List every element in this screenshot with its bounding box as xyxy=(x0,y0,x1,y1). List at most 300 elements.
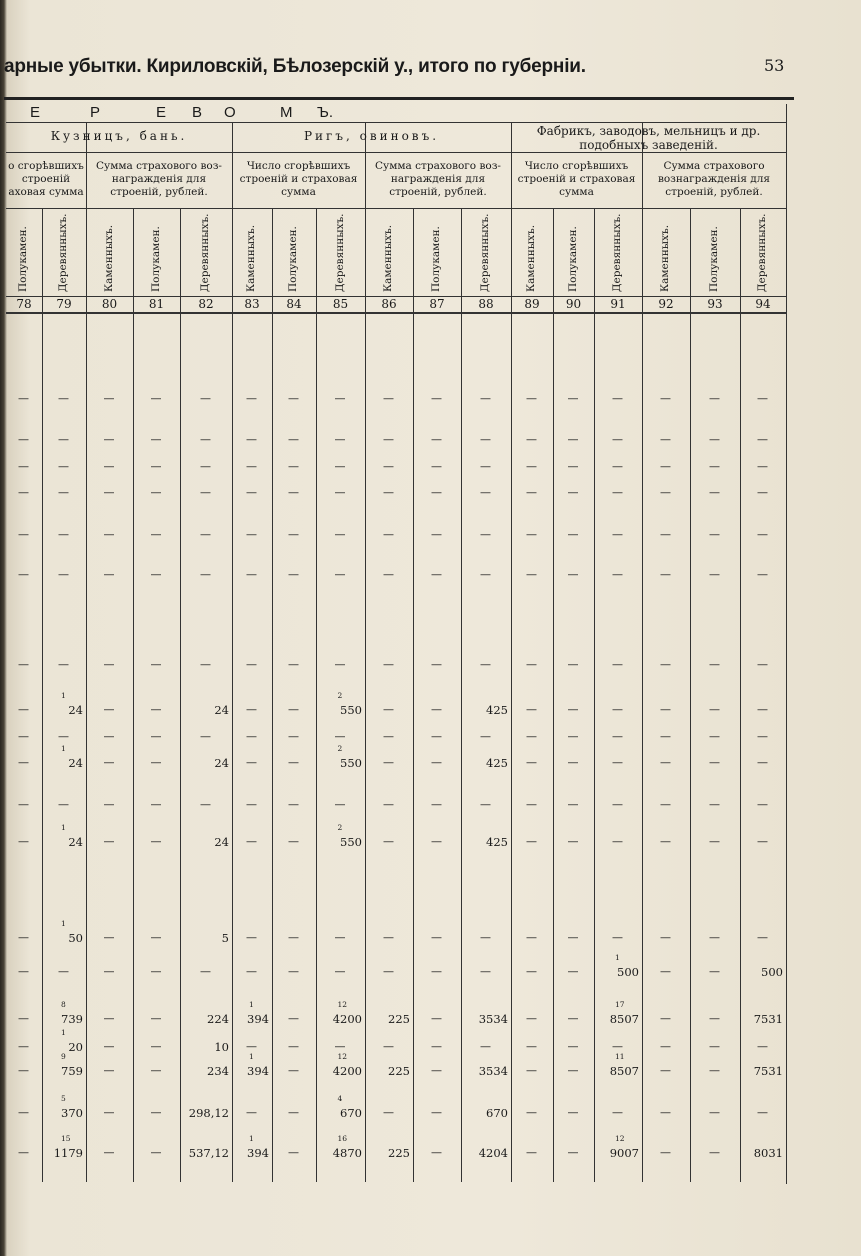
empty-dash: — xyxy=(18,433,29,446)
empty-dash: — xyxy=(431,931,442,944)
empty-dash: — xyxy=(18,703,29,716)
empty-dash: — xyxy=(526,730,537,743)
rule-line xyxy=(6,152,786,153)
empty-dash: — xyxy=(709,965,720,978)
empty-dash: — xyxy=(612,931,623,944)
empty-dash: — xyxy=(383,528,394,541)
empty-dash: — xyxy=(150,835,162,848)
empty-dash: — xyxy=(567,568,579,581)
band-letter: В xyxy=(192,104,203,121)
empty-dash: — xyxy=(150,1146,162,1159)
column-type-label: Полукамен. xyxy=(287,226,299,292)
table-cell: 8507 xyxy=(609,1012,639,1026)
empty-dash: — xyxy=(757,730,768,743)
empty-dash: — xyxy=(612,1106,623,1119)
column-line xyxy=(272,208,273,1182)
empty-dash: — xyxy=(288,486,299,499)
empty-dash: — xyxy=(526,1146,537,1159)
empty-dash: — xyxy=(334,730,346,743)
column-line xyxy=(413,208,414,1182)
empty-dash: — xyxy=(103,730,115,743)
empty-dash: — xyxy=(288,756,299,769)
empty-dash: — xyxy=(612,756,623,769)
empty-dash: — xyxy=(526,460,537,473)
empty-dash: — xyxy=(431,1040,442,1053)
column-type-label: Полукамен. xyxy=(430,226,442,292)
empty-dash: — xyxy=(246,658,257,671)
empty-dash: — xyxy=(431,392,442,405)
empty-dash: — xyxy=(567,1040,579,1053)
column-type-label: Деревянныхъ. xyxy=(479,213,491,292)
empty-dash: — xyxy=(246,730,257,743)
empty-dash: — xyxy=(200,965,211,978)
empty-dash: — xyxy=(383,965,394,978)
empty-dash: — xyxy=(431,1106,442,1119)
empty-dash: — xyxy=(103,965,115,978)
empty-dash: — xyxy=(103,460,115,473)
empty-dash: — xyxy=(757,460,768,473)
empty-dash: — xyxy=(757,568,768,581)
empty-dash: — xyxy=(526,835,537,848)
empty-dash: — xyxy=(480,730,491,743)
empty-dash: — xyxy=(288,798,299,811)
empty-dash: — xyxy=(288,658,299,671)
empty-dash: — xyxy=(103,568,115,581)
column-type-label: Деревянныхъ. xyxy=(756,213,768,292)
column-line xyxy=(740,208,741,1182)
empty-dash: — xyxy=(431,1064,442,1077)
empty-dash: — xyxy=(709,931,720,944)
empty-dash: — xyxy=(383,1106,394,1119)
table-cell: 550 xyxy=(340,756,362,770)
superscript-count: 1 xyxy=(61,919,66,928)
empty-dash: — xyxy=(526,392,537,405)
empty-dash: — xyxy=(431,1012,442,1025)
empty-dash: — xyxy=(150,1040,162,1053)
empty-dash: — xyxy=(334,658,346,671)
table-cell: 4870 xyxy=(332,1146,362,1160)
empty-dash: — xyxy=(757,931,768,944)
column-line xyxy=(786,104,787,1184)
superscript-count: 1 xyxy=(61,1028,66,1037)
empty-dash: — xyxy=(480,965,491,978)
empty-dash: — xyxy=(567,703,579,716)
column-number: 94 xyxy=(755,297,771,311)
empty-dash: — xyxy=(18,658,29,671)
empty-dash: — xyxy=(288,1064,299,1077)
empty-dash: — xyxy=(103,1012,115,1025)
empty-dash: — xyxy=(567,835,579,848)
empty-dash: — xyxy=(526,965,537,978)
empty-dash: — xyxy=(58,486,69,499)
empty-dash: — xyxy=(757,486,768,499)
subgroup-label: Сумма страхового воз-награжденія для строеній, рублей. xyxy=(375,160,501,198)
empty-dash: — xyxy=(103,658,115,671)
empty-dash: — xyxy=(200,486,211,499)
superscript-count: 12 xyxy=(337,1052,348,1061)
empty-dash: — xyxy=(246,392,257,405)
column-line xyxy=(86,208,87,1182)
empty-dash: — xyxy=(431,965,442,978)
empty-dash: — xyxy=(103,1040,115,1053)
column-type-label: Полукамен. xyxy=(17,226,29,292)
subgroup-label: Число сгорѣвшихъ строеній и страховая сумма xyxy=(517,160,636,198)
empty-dash: — xyxy=(660,528,671,541)
table-cell: 8507 xyxy=(609,1064,639,1078)
band-letter: Р xyxy=(90,104,101,121)
superscript-count: 2 xyxy=(337,691,343,700)
empty-dash: — xyxy=(567,658,579,671)
empty-dash: — xyxy=(480,1040,491,1053)
empty-dash: — xyxy=(103,1064,115,1077)
empty-dash: — xyxy=(334,931,346,944)
table-cell: 9007 xyxy=(609,1146,639,1160)
table-cell: 550 xyxy=(340,703,362,717)
group-label: Кузницъ, бань. xyxy=(50,129,188,143)
empty-dash: — xyxy=(567,1012,579,1025)
group-label: Ригъ, овиновъ. xyxy=(303,129,440,143)
superscript-count: 1 xyxy=(61,744,66,753)
empty-dash: — xyxy=(334,528,346,541)
table-cell: 394 xyxy=(247,1064,269,1078)
table-cell: 425 xyxy=(486,835,508,849)
empty-dash: — xyxy=(526,1106,537,1119)
empty-dash: — xyxy=(612,433,623,446)
superscript-count: 1 xyxy=(249,1000,254,1009)
superscript-count: 9 xyxy=(61,1052,66,1061)
empty-dash: — xyxy=(431,1146,442,1159)
column-line xyxy=(461,208,462,1182)
empty-dash: — xyxy=(246,528,257,541)
empty-dash: — xyxy=(288,965,299,978)
empty-dash: — xyxy=(709,1040,720,1053)
column-line xyxy=(594,208,595,1182)
empty-dash: — xyxy=(383,486,394,499)
column-number: 82 xyxy=(198,297,214,311)
empty-dash: — xyxy=(612,703,623,716)
empty-dash: — xyxy=(660,965,671,978)
superscript-count: 2 xyxy=(337,744,343,753)
empty-dash: — xyxy=(18,835,29,848)
table-cell: 298,12 xyxy=(188,1106,229,1120)
empty-dash: — xyxy=(246,703,257,716)
empty-dash: — xyxy=(383,1040,394,1053)
empty-dash: — xyxy=(612,730,623,743)
empty-dash: — xyxy=(246,756,257,769)
column-line xyxy=(180,208,181,1182)
empty-dash: — xyxy=(288,730,299,743)
empty-dash: — xyxy=(58,392,69,405)
empty-dash: — xyxy=(103,1106,115,1119)
empty-dash: — xyxy=(18,1064,29,1077)
empty-dash: — xyxy=(660,486,671,499)
column-type-label: Каменныхъ. xyxy=(245,224,257,292)
empty-dash: — xyxy=(103,798,115,811)
column-line xyxy=(232,208,233,1182)
empty-dash: — xyxy=(567,965,579,978)
empty-dash: — xyxy=(288,703,299,716)
running-head: арные убытки. Кириловскій, Бѣлозерскій у., итого по губерніи. xyxy=(4,56,586,77)
empty-dash: — xyxy=(660,460,671,473)
empty-dash: — xyxy=(709,730,720,743)
empty-dash: — xyxy=(200,392,211,405)
table-cell: 394 xyxy=(247,1146,269,1160)
rule-line xyxy=(6,208,786,209)
table-cell: 224 xyxy=(207,1012,229,1026)
empty-dash: — xyxy=(103,433,115,446)
empty-dash: — xyxy=(200,798,211,811)
empty-dash: — xyxy=(150,460,162,473)
column-number: 91 xyxy=(610,297,626,311)
empty-dash: — xyxy=(660,658,671,671)
empty-dash: — xyxy=(660,1106,671,1119)
empty-dash: — xyxy=(18,931,29,944)
empty-dash: — xyxy=(200,658,211,671)
empty-dash: — xyxy=(103,756,115,769)
empty-dash: — xyxy=(288,460,299,473)
table-cell: 425 xyxy=(486,703,508,717)
empty-dash: — xyxy=(660,703,671,716)
empty-dash: — xyxy=(526,931,537,944)
empty-dash: — xyxy=(526,703,537,716)
empty-dash: — xyxy=(431,756,442,769)
empty-dash: — xyxy=(246,486,257,499)
empty-dash: — xyxy=(431,486,442,499)
empty-dash: — xyxy=(567,798,579,811)
table-cell: 670 xyxy=(340,1106,362,1120)
empty-dash: — xyxy=(103,703,115,716)
empty-dash: — xyxy=(58,658,69,671)
table-cell: 20 xyxy=(68,1040,83,1054)
empty-dash: — xyxy=(757,798,768,811)
empty-dash: — xyxy=(58,460,69,473)
empty-dash: — xyxy=(709,433,720,446)
superscript-count: 12 xyxy=(615,1134,625,1143)
empty-dash: — xyxy=(58,965,69,978)
superscript-count: 1 xyxy=(615,953,620,962)
empty-dash: — xyxy=(383,931,394,944)
empty-dash: — xyxy=(480,528,491,541)
group-label: Фабрикъ, заводовъ, мельницъ и др. подобныхъ заведеній. xyxy=(536,124,761,152)
empty-dash: — xyxy=(612,798,623,811)
empty-dash: — xyxy=(567,931,579,944)
empty-dash: — xyxy=(431,658,442,671)
column-line xyxy=(511,208,512,1182)
column-number: 85 xyxy=(332,297,349,311)
empty-dash: — xyxy=(526,658,537,671)
empty-dash: — xyxy=(709,486,720,499)
empty-dash: — xyxy=(567,1064,579,1077)
empty-dash: — xyxy=(709,703,720,716)
empty-dash: — xyxy=(334,460,346,473)
empty-dash: — xyxy=(612,460,623,473)
subgroup-label: Сумма страхового воз-награжденія для строеній, рублей. xyxy=(96,160,222,198)
table-cell: 550 xyxy=(340,835,362,849)
band-letter: М xyxy=(280,104,293,121)
empty-dash: — xyxy=(383,798,394,811)
table-cell: 739 xyxy=(61,1012,83,1026)
empty-dash: — xyxy=(757,703,768,716)
empty-dash: — xyxy=(757,658,768,671)
empty-dash: — xyxy=(567,486,579,499)
table-cell: 225 xyxy=(388,1012,410,1026)
rule-line xyxy=(6,122,786,123)
empty-dash: — xyxy=(612,392,623,405)
column-line xyxy=(365,208,366,1182)
empty-dash: — xyxy=(288,528,299,541)
table-cell: 7531 xyxy=(753,1012,783,1026)
empty-dash: — xyxy=(150,528,162,541)
superscript-count: 16 xyxy=(337,1134,348,1143)
superscript-count: 2 xyxy=(337,823,343,832)
superscript-count: 1 xyxy=(249,1134,254,1143)
empty-dash: — xyxy=(660,756,671,769)
table-cell: 500 xyxy=(617,965,639,979)
empty-dash: — xyxy=(150,486,162,499)
column-number: 93 xyxy=(707,297,723,311)
empty-dash: — xyxy=(480,460,491,473)
empty-dash: — xyxy=(150,568,162,581)
empty-dash: — xyxy=(709,528,720,541)
empty-dash: — xyxy=(431,703,442,716)
empty-dash: — xyxy=(660,1040,671,1053)
empty-dash: — xyxy=(334,568,346,581)
empty-dash: — xyxy=(660,1064,671,1077)
table-cell: 7531 xyxy=(753,1064,783,1078)
empty-dash: — xyxy=(246,460,257,473)
empty-dash: — xyxy=(150,798,162,811)
empty-dash: — xyxy=(431,433,442,446)
empty-dash: — xyxy=(660,1146,671,1159)
empty-dash: — xyxy=(612,1040,623,1053)
column-type-label: Каменныхъ. xyxy=(525,224,537,292)
empty-dash: — xyxy=(757,528,768,541)
column-type-label: Полукамен. xyxy=(566,226,579,292)
empty-dash: — xyxy=(660,1012,671,1025)
band-letter: Е xyxy=(30,104,41,121)
column-number: 90 xyxy=(565,297,582,311)
empty-dash: — xyxy=(150,1106,162,1119)
empty-dash: — xyxy=(246,433,257,446)
empty-dash: — xyxy=(480,433,491,446)
empty-dash: — xyxy=(383,392,394,405)
empty-dash: — xyxy=(383,658,394,671)
table-cell: 24 xyxy=(68,835,83,849)
empty-dash: — xyxy=(18,1106,29,1119)
column-number: 79 xyxy=(56,297,72,311)
superscript-count: 1 xyxy=(249,1052,254,1061)
empty-dash: — xyxy=(150,965,162,978)
empty-dash: — xyxy=(567,433,579,446)
empty-dash: — xyxy=(288,931,299,944)
empty-dash: — xyxy=(18,756,29,769)
empty-dash: — xyxy=(480,568,491,581)
empty-dash: — xyxy=(526,798,537,811)
superscript-count: 1 xyxy=(61,691,66,700)
empty-dash: — xyxy=(246,798,257,811)
empty-dash: — xyxy=(200,433,211,446)
empty-dash: — xyxy=(58,433,69,446)
empty-dash: — xyxy=(150,730,162,743)
empty-dash: — xyxy=(757,1106,768,1119)
empty-dash: — xyxy=(660,392,671,405)
empty-dash: — xyxy=(288,433,299,446)
empty-dash: — xyxy=(567,756,579,769)
empty-dash: — xyxy=(288,1106,299,1119)
empty-dash: — xyxy=(18,568,29,581)
column-number: 86 xyxy=(381,297,397,311)
empty-dash: — xyxy=(757,835,768,848)
table-cell: 24 xyxy=(214,703,229,717)
empty-dash: — xyxy=(709,568,720,581)
empty-dash: — xyxy=(200,528,211,541)
empty-dash: — xyxy=(150,931,162,944)
empty-dash: — xyxy=(58,730,69,743)
empty-dash: — xyxy=(18,528,29,541)
table-cell: 4204 xyxy=(478,1146,508,1160)
empty-dash: — xyxy=(709,392,720,405)
empty-dash: — xyxy=(431,798,442,811)
empty-dash: — xyxy=(18,1146,29,1159)
empty-dash: — xyxy=(431,568,442,581)
superscript-count: 8 xyxy=(61,1000,66,1009)
empty-dash: — xyxy=(150,756,162,769)
table-cell: 537,12 xyxy=(188,1146,229,1160)
empty-dash: — xyxy=(103,486,115,499)
table-cell: 50 xyxy=(68,931,83,945)
empty-dash: — xyxy=(757,1040,768,1053)
empty-dash: — xyxy=(709,1106,720,1119)
empty-dash: — xyxy=(480,392,491,405)
empty-dash: — xyxy=(567,1106,579,1119)
empty-dash: — xyxy=(18,1012,29,1025)
column-number: 80 xyxy=(101,297,118,311)
table-cell: 24 xyxy=(68,703,83,717)
empty-dash: — xyxy=(709,756,720,769)
table-cell: 10 xyxy=(214,1040,229,1054)
empty-dash: — xyxy=(431,460,442,473)
empty-dash: — xyxy=(757,392,768,405)
empty-dash: — xyxy=(334,798,346,811)
column-number: 87 xyxy=(429,297,445,311)
empty-dash: — xyxy=(334,1040,346,1053)
column-line xyxy=(133,208,134,1182)
empty-dash: — xyxy=(709,798,720,811)
empty-dash: — xyxy=(200,568,211,581)
empty-dash: — xyxy=(288,1146,299,1159)
empty-dash: — xyxy=(567,528,579,541)
empty-dash: — xyxy=(383,568,394,581)
table-cell: 4200 xyxy=(332,1012,362,1026)
empty-dash: — xyxy=(18,798,29,811)
empty-dash: — xyxy=(103,835,115,848)
column-line xyxy=(642,208,643,1182)
empty-dash: — xyxy=(150,658,162,671)
empty-dash: — xyxy=(150,1064,162,1077)
empty-dash: — xyxy=(288,1012,299,1025)
empty-dash: — xyxy=(757,433,768,446)
empty-dash: — xyxy=(18,486,29,499)
empty-dash: — xyxy=(200,460,211,473)
empty-dash: — xyxy=(612,528,623,541)
empty-dash: — xyxy=(526,568,537,581)
table-cell: 234 xyxy=(207,1064,229,1078)
column-line xyxy=(316,208,317,1182)
empty-dash: — xyxy=(58,568,69,581)
empty-dash: — xyxy=(480,486,491,499)
empty-dash: — xyxy=(150,703,162,716)
empty-dash: — xyxy=(567,1146,579,1159)
